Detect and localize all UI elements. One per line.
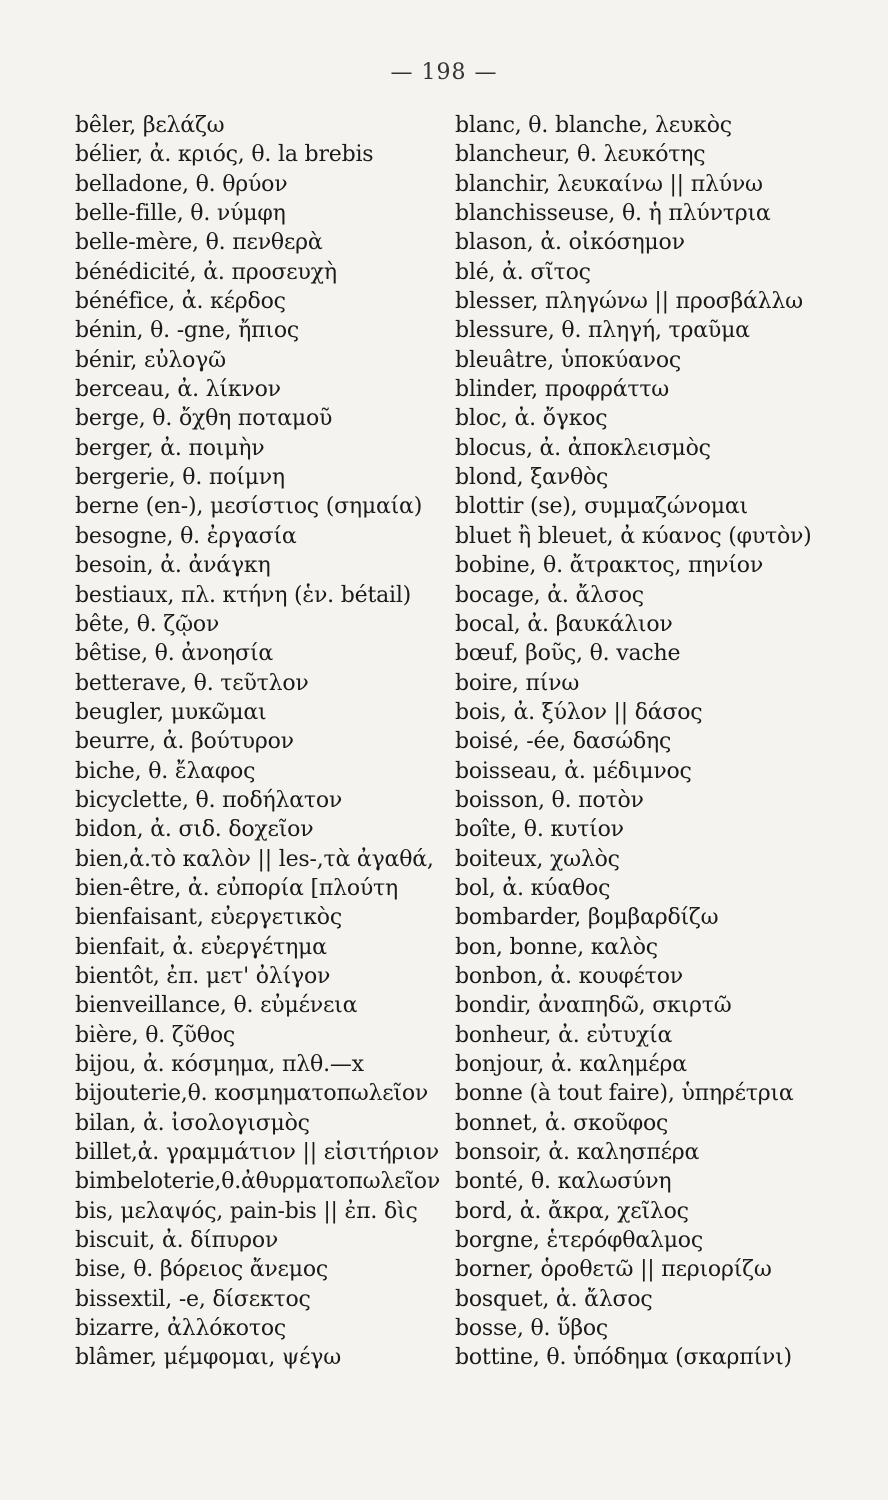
dictionary-entry: bluet ἢ bleuet, ἀ κύανος (φυτὸν): [455, 523, 812, 549]
dictionary-entry: belle-fille, θ. νύμφη: [75, 201, 286, 227]
dictionary-entry: besoin, ἀ. ἀνάγκη: [75, 553, 271, 579]
dictionary-entry: belladone, θ. θρύον: [75, 171, 288, 197]
dictionary-entry: bonnet, ἀ. σκοῦφος: [455, 1110, 669, 1136]
dictionary-entry: blesser, πληγώνω || προσβάλλω: [455, 289, 803, 315]
dictionary-entry: berne (en-), μεσίστιος (σημαία): [75, 494, 423, 520]
dictionary-entry: belle-mère, θ. πενθερὰ: [75, 230, 323, 256]
dictionary-entry: blâmer, μέμφομαι, ψέγω: [75, 1345, 341, 1371]
dictionary-entry: bon, bonne, καλὸς: [455, 934, 658, 960]
dictionary-entry: bicyclette, θ. ποδήλατον: [75, 787, 343, 813]
dictionary-entry: bonté, θ. καλωσύνη: [455, 1169, 672, 1195]
dictionary-entry: bondir, ἀναπηδῶ, σκιρτῶ: [455, 993, 732, 1019]
dictionary-entry: boiteux, χωλὸς: [455, 846, 620, 872]
dictionary-entry: blancheur, θ. λευκότης: [455, 142, 706, 168]
dictionary-entry: blason, ἀ. οἰκόσημον: [455, 230, 685, 256]
dictionary-entry: berger, ἀ. ποιμὴν: [75, 435, 265, 461]
dictionary-entry: bonsoir, ἀ. καλησπέρα: [455, 1140, 700, 1166]
dictionary-entry: blessure, θ. πληγή, τραῦμα: [455, 318, 750, 344]
dictionary-entry: bienveillance, θ. εὐμένεια: [75, 993, 358, 1019]
dictionary-entry: boire, πίνω: [455, 670, 580, 696]
dictionary-entry: beurre, ἀ. βούτυρον: [75, 729, 294, 755]
dictionary-entry: bloc, ἀ. ὄγκος: [455, 406, 608, 432]
dictionary-entry: blanc, θ. blanche, λευκὸς: [455, 113, 732, 138]
dictionary-entry: boisson, θ. ποτὸν: [455, 787, 644, 813]
dictionary-entry: boîte, θ. κυτίον: [455, 817, 624, 843]
dictionary-entry: bijouterie,θ. κοσμηματοπωλεῖον: [75, 1081, 429, 1107]
dictionary-entry: bise, θ. βόρειος ἄνεμος: [75, 1257, 329, 1283]
dictionary-entry: bête, θ. ζῷον: [75, 611, 220, 637]
dictionary-entry: bénéfice, ἀ. κέρδος: [75, 289, 286, 315]
dictionary-entry: bottine, θ. ὑπόδημα (σκαρπίνι): [455, 1345, 792, 1371]
dictionary-entry: boisé, -ée, δασώδης: [455, 729, 672, 755]
dictionary-entry: bêtise, θ. ἀνοησία: [75, 641, 274, 667]
dictionary-entry: bocal, ἀ. βαυκάλιον: [455, 611, 673, 637]
dictionary-entry: bocage, ἀ. ἄλσος: [455, 582, 644, 608]
dictionary-entry: blanchisseuse, θ. ἡ πλύντρια: [455, 201, 771, 227]
dictionary-entry: bestiaux, πλ. κτήνη (ἑν. bétail): [75, 582, 412, 608]
dictionary-entry: bonbon, ἀ. κουφέτον: [455, 963, 683, 989]
dictionary-entry: bissextil, -e, δίσεκτος: [75, 1286, 311, 1312]
dictionary-entry: bosse, θ. ὕβος: [455, 1316, 609, 1342]
page-number: — 198 —: [390, 60, 498, 85]
dictionary-entry: bêler, βελάζω: [75, 113, 225, 138]
dictionary-entry: bénédicité, ἀ. προσευχὴ: [75, 259, 337, 285]
dictionary-entry: bombarder, βομβαρδίζω: [455, 905, 719, 931]
dictionary-entry: betterave, θ. τεῦτλον: [75, 670, 309, 696]
dictionary-entry: bleuâtre, ὑποκύανος: [455, 347, 681, 373]
dictionary-entry: bizarre, ἀλλόκοτος: [75, 1316, 286, 1342]
dictionary-entry: blanchir, λευκαίνω || πλύνω: [455, 171, 763, 197]
dictionary-entry: blinder, προφράττω: [455, 377, 670, 403]
dictionary-entry: bobine, θ. ἄτρακτος, πηνίον: [455, 553, 764, 579]
dictionary-entry: bonheur, ἀ. εὐτυχία: [455, 1022, 673, 1048]
dictionary-entry: billet,ἀ. γραμμάτιον || εἰσιτήριον: [75, 1140, 439, 1166]
right-column: [455, 111, 880, 1373]
dictionary-entry: bien-être, ἀ. εὐπορία [πλούτη: [75, 875, 399, 901]
dictionary-entry: boisseau, ἀ. μέδιμνος: [455, 758, 692, 784]
dictionary-entry: blond, ξανθὸς: [455, 465, 609, 491]
dictionary-entry: berceau, ἀ. λίκνον: [75, 377, 281, 403]
dictionary-entry: bord, ἀ. ἄκρα, χεῖλος: [455, 1198, 689, 1224]
dictionary-entry: bergerie, θ. ποίμνη: [75, 465, 285, 491]
dictionary-entry: bière, θ. ζῦθος: [75, 1022, 236, 1048]
dictionary-entry: blottir (se), συμμαζώνομαι: [455, 494, 748, 520]
dictionary-entry: borgne, ἑτερόφθαλμος: [455, 1228, 703, 1254]
left-column: [75, 111, 450, 1373]
dictionary-entry: berge, θ. ὄχθη ποταμοῦ: [75, 406, 333, 432]
dictionary-entry: bientôt, ἐπ. μετ' ὀλίγον: [75, 963, 331, 989]
dictionary-entry: bœuf, βοῦς, θ. vache: [455, 641, 681, 667]
dictionary-entry: blé, ἀ. σῖτος: [455, 259, 591, 285]
dictionary-entry: bien,ἀ.τὸ καλὸν || les-,τὰ ἀγαθά,: [75, 846, 434, 872]
dictionary-entry: bol, ἀ. κύαθος: [455, 875, 611, 901]
dictionary-entry: biche, θ. ἔλαφος: [75, 758, 256, 784]
dictionary-entry: biscuit, ἀ. δίπυρον: [75, 1228, 279, 1254]
dictionary-entry: bonjour, ἀ. καλημέρα: [455, 1052, 687, 1077]
dictionary-entry: bienfaisant, εὐεργετικὸς: [75, 905, 342, 931]
dictionary-entry: bénir, εὐλογῶ: [75, 347, 226, 373]
dictionary-entry: bidon, ἀ. σιδ. δοχεῖον: [75, 817, 314, 843]
dictionary-entry: borner, ὁροθετῶ || περιορίζω: [455, 1257, 772, 1283]
dictionary-entry: bis, μελαψός, pain-bis || ἐπ. δὶς: [75, 1198, 418, 1224]
dictionary-entry: besogne, θ. ἐργασία: [75, 523, 297, 549]
dictionary-entry: blocus, ἀ. ἀποκλεισμὸς: [455, 435, 711, 461]
dictionary-entry: bienfait, ἀ. εὐεργέτημα: [75, 934, 327, 960]
dictionary-entry: bélier, ἀ. κριός, θ. la brebis: [75, 142, 374, 168]
dictionary-entry: bosquet, ἀ. ἄλσος: [455, 1286, 653, 1312]
dictionary-entry: bilan, ἀ. ἰσολογισμὸς: [75, 1110, 310, 1136]
dictionary-entry: bois, ἀ. ξύλον || δάσος: [455, 699, 703, 725]
dictionary-entry: bonne (à tout faire), ὑπηρέτρια: [455, 1081, 794, 1107]
dictionary-entry: beugler, μυκῶμαι: [75, 699, 267, 725]
dictionary-entry: bénin, θ. -gne, ἤπιος: [75, 318, 300, 344]
dictionary-entry: bijou, ἀ. κόσμημα, πλθ.—x: [75, 1052, 364, 1077]
dictionary-entry: bimbeloterie,θ.ἀθυρματοπωλεῖον: [75, 1169, 440, 1195]
